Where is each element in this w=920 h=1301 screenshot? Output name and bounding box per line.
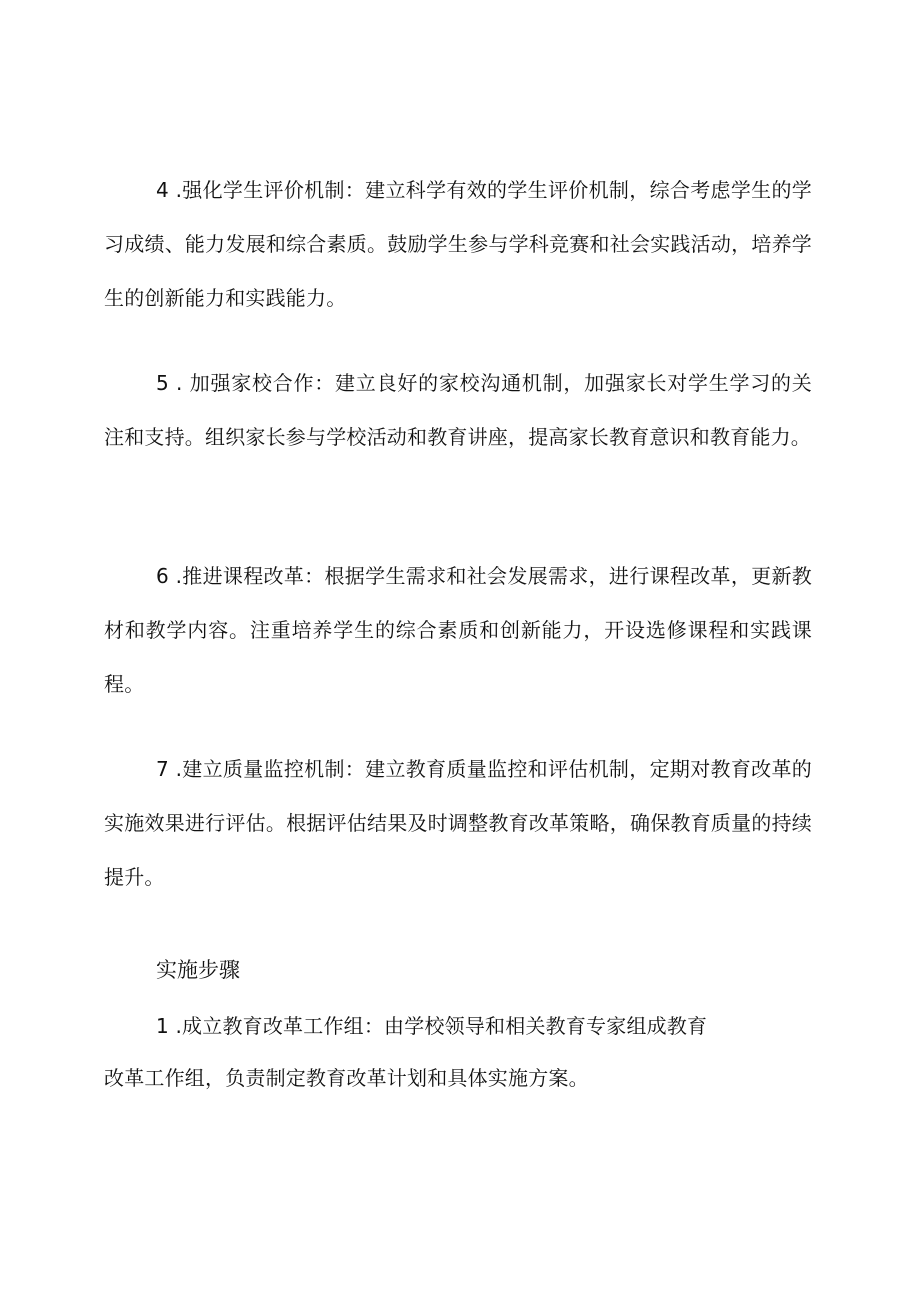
step-1-line-1: 1 .成立教育改革工作组：由学校领导和相关教育专家组成教育 [156,1014,708,1038]
paragraph-student-evaluation: 4 .强化学生评价机制：建立科学有效的学生评价机制，综合考虑学生的学习成绩、能力发展和综合素质。鼓励学生参与学科竞赛和社会实践活动，培养学生的创新能力和实践能力。 [104,178,812,310]
step-1-paragraph [104,1000,784,1104]
paragraph-curriculum-reform: 6 .推进课程改革：根据学生需求和社会发展需求，进行课程改革，更新教材和教学内容。注重培养学生的综合素质和创新能力，开设选修课程和实践课程。 [104,564,812,696]
paragraph-quality-monitoring: 7 .建立质量监控机制：建立教育质量监控和评估机制，定期对教育改革的实施效果进行评估。根据评估结果及时调整教育改革策略，确保教育质量的持续提升。 [104,757,812,889]
section-heading-implementation-steps: 实施步骤 [156,958,240,982]
paragraph-home-school-cooperation: 5 . 加强家校合作：建立良好的家校沟通机制，加强家长对学生学习的关注和支持。组织家长参与学校活动和教育讲座，提高家长教育意识和教育能力。 [104,371,812,449]
step-1-line-2: 改革工作组，负责制定教育改革计划和具体实施方案。 [104,1066,589,1090]
